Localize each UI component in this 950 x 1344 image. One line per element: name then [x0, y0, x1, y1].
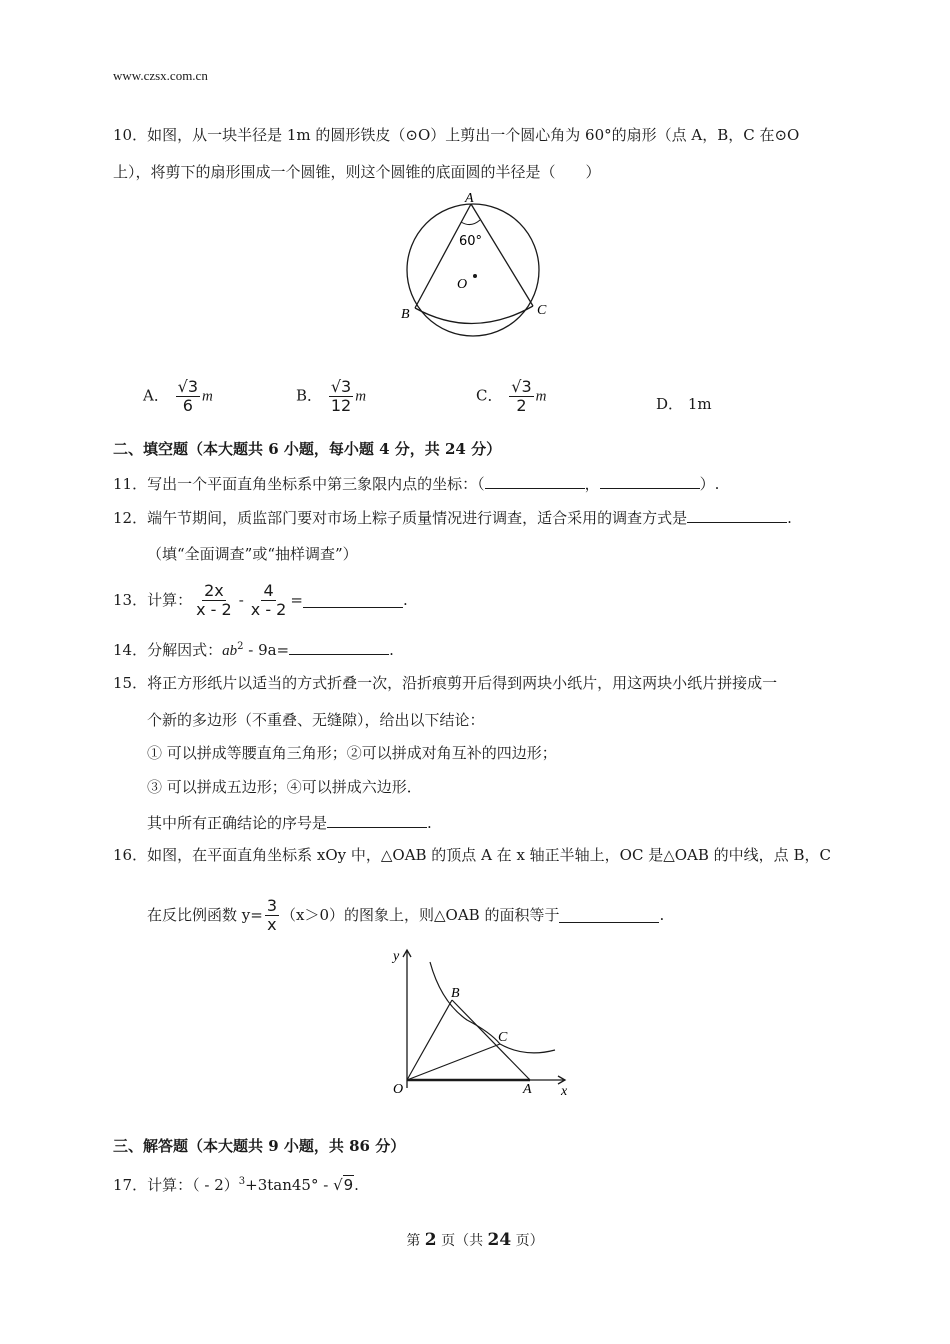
q15-blank[interactable] — [327, 812, 427, 828]
q11-blank-x[interactable] — [485, 473, 585, 489]
q17-sup: 3 — [238, 1176, 246, 1187]
q15-line5 — [147, 812, 432, 833]
option-a-fraction — [176, 378, 200, 415]
q16-coordinate-figure — [375, 940, 575, 1105]
q10-option-c — [476, 378, 546, 415]
q13-f2-num: 4 — [263, 580, 274, 600]
q12-line2: （填“全面调查”或“抽样调查”） — [147, 545, 358, 563]
q10-option-d — [656, 393, 712, 414]
q11-blank-y[interactable] — [600, 473, 700, 489]
q15-line4: ③ 可以拼成五边形；④可以拼成六边形． — [147, 778, 422, 796]
option-c-num: √3 — [511, 377, 532, 396]
q11 — [113, 473, 719, 494]
label-x: x — [561, 1084, 568, 1099]
label-o: O — [393, 1082, 404, 1097]
hyperbola-curve — [430, 962, 555, 1053]
segment-ob — [407, 1000, 452, 1080]
segment-ba — [452, 1000, 530, 1080]
footer-mid: 页（共 — [436, 1233, 488, 1249]
q12-blank[interactable] — [687, 507, 787, 523]
q11-comma: ， — [584, 475, 600, 493]
q15-line1: 15．将正方形纸片以适当的方式折叠一次，沿折痕剪开后得到两块小纸片，用这两块小纸片拼接成一 — [113, 674, 778, 692]
q12-line1 — [113, 507, 792, 528]
q14-sup: 2 — [237, 641, 244, 652]
footer-pre: 第 — [406, 1233, 425, 1249]
q16-pre: 在反比例函数 y= — [147, 906, 263, 924]
q17-radicand: 9 — [343, 1176, 354, 1194]
q11-text: 11．写出一个平面直角坐标系中第三象限内点的坐标：（ — [113, 475, 485, 493]
option-a-label: A． — [143, 386, 169, 405]
q15-line2: 个新的多边形（不重叠、无缝隙），给出以下结论： — [147, 711, 485, 729]
option-a-den: 6 — [182, 396, 193, 415]
label-o: O — [457, 277, 468, 292]
label-b: B — [401, 307, 410, 322]
segment-oc — [407, 1044, 500, 1080]
option-c-label: C． — [476, 386, 503, 405]
q15-line3: ① 可以拼成等腰直角三角形；②可以拼成对角互补的四边形； — [147, 744, 557, 762]
footer-total-pages: 24 — [487, 1230, 512, 1250]
q13-prefix: 13．计算： — [113, 591, 193, 609]
q15-text: 其中所有正确结论的序号是 — [147, 814, 328, 832]
q13-end: . — [402, 591, 408, 609]
label-a: A — [465, 191, 474, 206]
q16-fraction — [265, 897, 279, 934]
segment-ab — [415, 204, 471, 308]
q14-prefix: 14．分解因式： — [113, 641, 223, 659]
angle-arc — [461, 220, 480, 225]
q11-end: ）. — [699, 475, 720, 493]
q10-option-b — [296, 378, 366, 415]
q16-f-num: 3 — [266, 895, 277, 915]
option-d-label: D． — [656, 395, 684, 413]
q10-circle-figure — [395, 190, 555, 350]
option-d-text: 1m — [687, 395, 712, 413]
q10-line2: 上），将剪下的扇形围成一个圆锥，则这个圆锥的底面圆的半径是（ ） — [113, 163, 601, 181]
q17-sqrt: √9 — [333, 1176, 354, 1194]
q16-f-den: x — [267, 914, 277, 934]
option-a-num: √3 — [177, 377, 198, 396]
option-c-fraction — [509, 378, 533, 415]
label-c: C — [537, 303, 547, 318]
q16-line1: 16．如图，在平面直角坐标系 xOy 中，△OAB 的顶点 A 在 x 轴正半轴上，OC 是△OAB 的中线，点 B，C — [113, 846, 831, 864]
q14-expr: ab — [222, 643, 238, 659]
label-y: y — [393, 949, 400, 964]
q14 — [113, 637, 394, 661]
label-c: C — [498, 1030, 508, 1045]
q13 — [113, 578, 408, 622]
label-60: 60° — [459, 234, 483, 249]
q13-fraction-2 — [249, 582, 289, 619]
q12-text: 12．端午节期间，质监部门要对市场上粽子质量情况进行调查，适合采用的调查方式是 — [113, 509, 688, 527]
label-b: B — [451, 986, 460, 1001]
option-c-unit: m — [535, 388, 547, 405]
q16-end: . — [659, 906, 665, 924]
option-b-label: B． — [296, 386, 323, 405]
footer-page-number: 2 — [424, 1230, 437, 1250]
center-dot — [473, 274, 477, 278]
q13-f2-den: x - 2 — [250, 599, 287, 619]
page-footer — [0, 1230, 950, 1250]
q16-line2 — [147, 893, 664, 937]
q13-fraction-1 — [194, 582, 234, 619]
option-c-den: 2 — [516, 396, 527, 415]
q14-blank[interactable] — [289, 639, 389, 655]
option-a-unit: m — [202, 388, 213, 405]
option-b-unit: m — [355, 388, 367, 405]
option-b-fraction — [329, 378, 353, 415]
q10-line1: 10．如图，从一块半径是 1m 的圆形铁皮（⊙O）上剪出一个圆心角为 60°的扇形（点 A，B，C 在⊙O — [113, 126, 800, 144]
q14-rest: - 9a= — [243, 641, 290, 659]
q16-post: （x＞0）的图象上，则△OAB 的面积等于 — [281, 906, 560, 924]
footer-post: 页） — [511, 1233, 544, 1249]
option-b-num: √3 — [330, 377, 352, 396]
q13-f1-num: 2x — [204, 580, 224, 600]
site-url: www.czsx.com.cn — [113, 68, 208, 83]
q13-eq: = — [290, 591, 303, 609]
label-a: A — [523, 1082, 532, 1097]
segment-ac — [471, 204, 533, 306]
q14-end: . — [389, 641, 394, 659]
q12-end: . — [787, 509, 792, 527]
q16-blank[interactable] — [559, 907, 659, 923]
section3-title: 三、解答题（本大题共 9 小题，共 86 分） — [113, 1137, 406, 1155]
q17-mid: +3tan45° - — [245, 1176, 334, 1194]
q17 — [113, 1172, 359, 1195]
option-b-den: 12 — [330, 396, 352, 415]
q13-minus: - — [238, 591, 244, 609]
q17-end: . — [354, 1176, 359, 1194]
q15-end: . — [427, 814, 432, 832]
q17-prefix: 17．计算：（ - 2） — [113, 1176, 239, 1194]
section2-title: 二、填空题（本大题共 6 小题，每小题 4 分，共 24 分） — [113, 440, 502, 458]
q13-blank[interactable] — [303, 592, 403, 608]
q10-option-a — [143, 378, 213, 415]
q13-f1-den: x - 2 — [196, 599, 232, 619]
